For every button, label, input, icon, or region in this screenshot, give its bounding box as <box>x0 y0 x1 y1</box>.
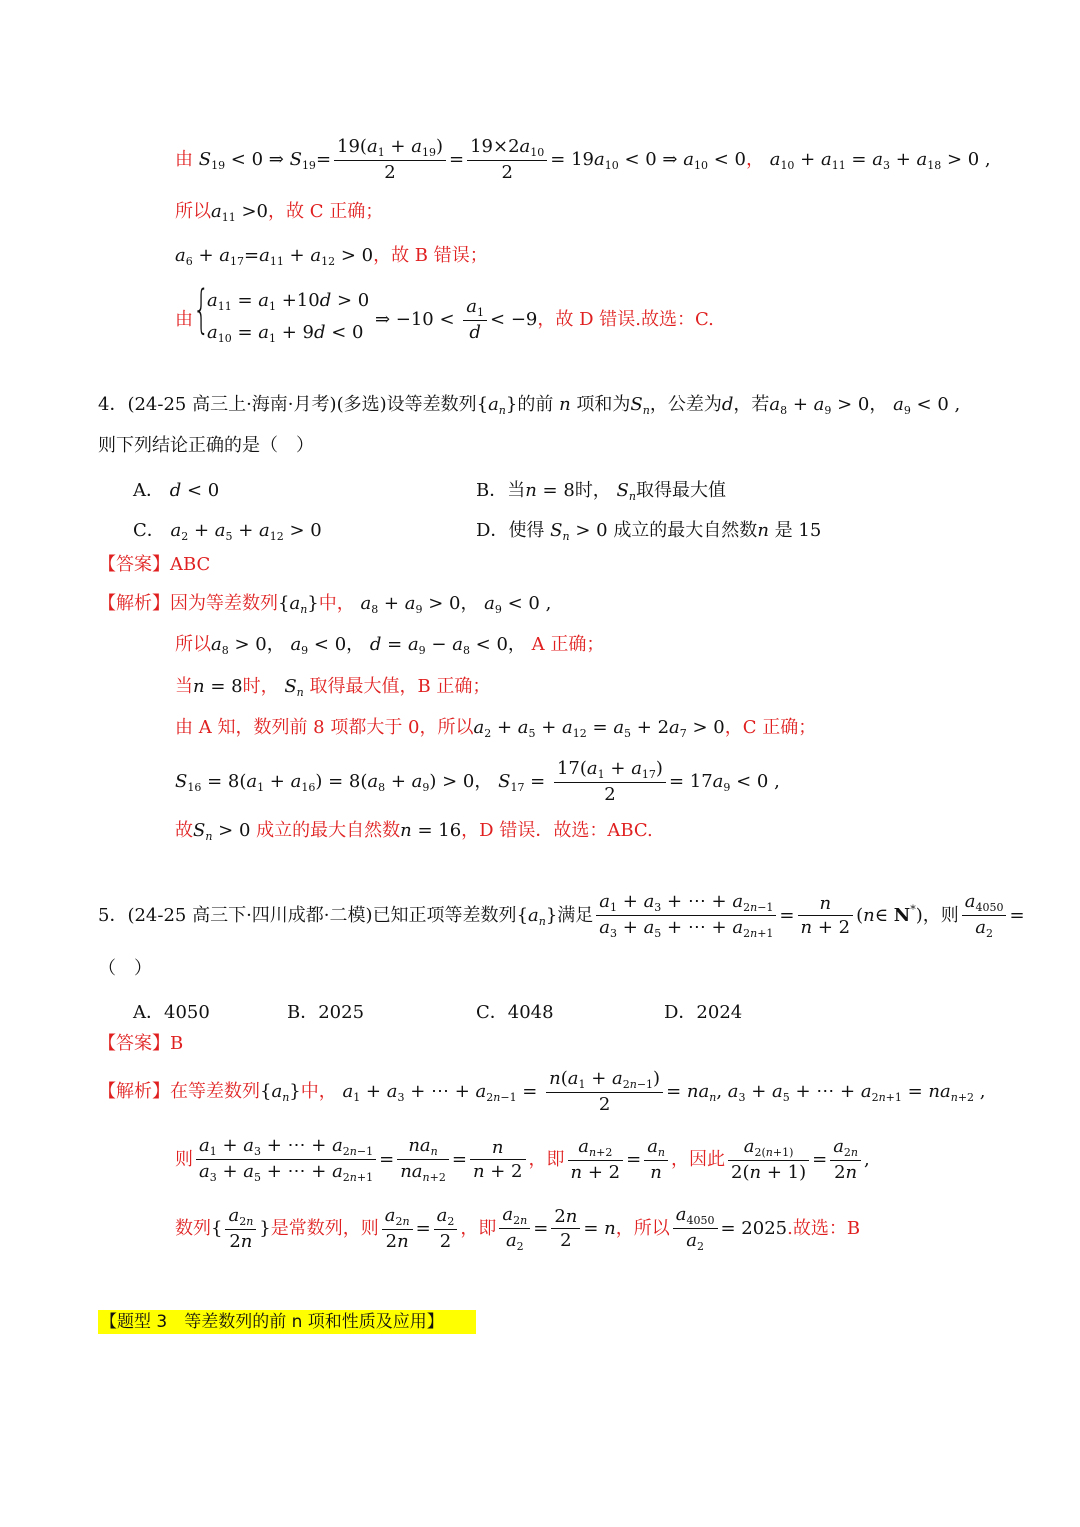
q4-analysis-line-3: 当n = 8时， $S_n$ 取得最大值，B 正确； <box>175 676 491 699</box>
q5-option-c[interactable]: C．4048 <box>476 1002 554 1023</box>
q4-option-b[interactable]: B．当n = 8时， $S_n$取得最大值 <box>476 480 726 503</box>
q4-analysis-line-1: 【解析】因为等差数列$\{a_n\}$中， $a_8 + a_9 > 0$， $a_9 < 0$ , <box>98 593 552 616</box>
q4-option-a[interactable]: A． d < 0 <box>133 480 220 501</box>
q5-answer: 【答案】B <box>98 1033 184 1054</box>
q4-answer: 【答案】ABC <box>98 554 211 575</box>
q5-analysis-line-2: 则 $\frac{a_1 + a_3 + \cdots + a_{2n-1}}{a_3 + a_5 + \cdots + a_{2n+1}}$ = $\frac{na_n}{na_{n+2}}$ = $\frac{n}{n + 2}$ ，即 $\frac{a_{n+2}}{n + 2}$ = $\frac{a_n}{n}$ ，因此 $\frac{a_{2(n+1)}}{2(n + 1)}$ = $\frac{a_{2n}}{2n}$ , <box>175 1135 870 1184</box>
q4-analysis-line-5: $S_{16} = 8(a_1 + a_{16}) = 8(a_8 + a_9) > 0$， $S_{17}$ = $\frac{17(a_1 + a_{17})}{2}$ = $17a_9 < 0$ , <box>175 758 780 805</box>
q5-analysis-line-3: 数列{ $\frac{a_{2n}}{2n}$ }是常数列，则 $\frac{a_{2n}}{2n}$ = $\frac{a_2}{2}$ ，即 $\frac{a_{2n}}{a_2}$ = $\frac{2n}{2}$ = n，所以 $\frac{a_{4050}}{a_2}$ = 2025.故选：B <box>175 1204 861 1253</box>
q4-analysis-line-6: 故$S_n > 0$ 成立的最大自然数n = 16，D 错误．故选：ABC. <box>175 820 653 843</box>
section-heading: 【题型 3 等差数列的前 n 项和性质及应用】 <box>98 1310 476 1334</box>
q5-option-d[interactable]: D．2024 <box>664 1002 743 1023</box>
q5-option-b[interactable]: B．2025 <box>287 1002 365 1023</box>
prev-solution-line-3: $a_6 + a_{17}=a_{11} + a_{12} > 0$，故 B 错误； <box>175 245 488 268</box>
q4-analysis-line-2: 所以$a_8 > 0$， $a_9 < 0$， $d = a_9 - a_8 < 0$， A 正确； <box>175 634 605 657</box>
q5-option-a[interactable]: A．4050 <box>133 1002 210 1023</box>
q4-option-c[interactable]: C． $a_2 + a_5 + a_{12} > 0$ <box>133 520 322 543</box>
q4-option-d[interactable]: D．使得 $S_n > 0$ 成立的最大自然数n 是 15 <box>476 520 822 543</box>
q5-paren: （ ） <box>98 958 152 979</box>
q4-stem-line-2: 则下列结论正确的是（ ） <box>98 435 314 456</box>
prev-solution-line-2: 所以$a_{11} >0$，故 C 正确； <box>175 201 384 224</box>
q4-analysis-line-4: 由 A 知，数列前 8 项都大于 0，所以$a_2 + a_5 + a_{12} = a_5 + 2a_7 > 0$，C 正确； <box>175 717 817 740</box>
q4-stem-line-1: 4．(24-25 高三上·海南·月考)(多选)设等差数列$\{a_n\}$的前 n 项和为$S_n$，公差为d，若$a_8 + a_9 > 0$， $a_9 < 0$ , <box>98 394 961 417</box>
q5-stem-line-1: 5．(24-25 高三下·四川成都·二模)已知正项等差数列$\{a_n\}$满足 $\frac{a_1 + a_3 + \cdots + a_{2n-1}}{a_3 + a_5 + \cdots + a_{2n+1}}$ = $\frac{n}{n + 2}$ (n∈ N*)，则 $\frac{a_{4050}}{a_2}$ = <box>98 891 1025 940</box>
equation-system: { $a_{11} = a_1 +10d > 0$ $a_{10} = a_1 + 9d < 0$ <box>193 280 370 345</box>
prev-solution-line-4: 由 { $a_{11} = a_1 +10d > 0$ $a_{10} = a_1 + 9d < 0$ ⇒ −10 < $\frac{a_1}{d}$ < −9，故 D 错误.故选：C. <box>175 288 714 352</box>
prev-solution-line-1: 由 $S_{19} < 0$ ⇒ $S_{19}=$ $\frac{19(a_1 + a_{19})}{2}$ = $\frac{19\times 2a_{10}}{2}$ = $19a_{10} < 0$ ⇒ $a_{10} < 0$， $a_{10} + a_{11} = a_3 + a_{18} > 0$ , <box>175 136 991 183</box>
q5-analysis-line-1: 【解析】在等差数列$\{a_n\}$中， $a_1 + a_3$ + ⋯ + $a_{2n-1}$ = $\frac{n(a_1 + a_{2n-1})}{2}$ = $na_n$, $a_3 + a_5$ + ⋯ + $a_{2n+1} = na_{n+2}$ , <box>98 1068 986 1115</box>
